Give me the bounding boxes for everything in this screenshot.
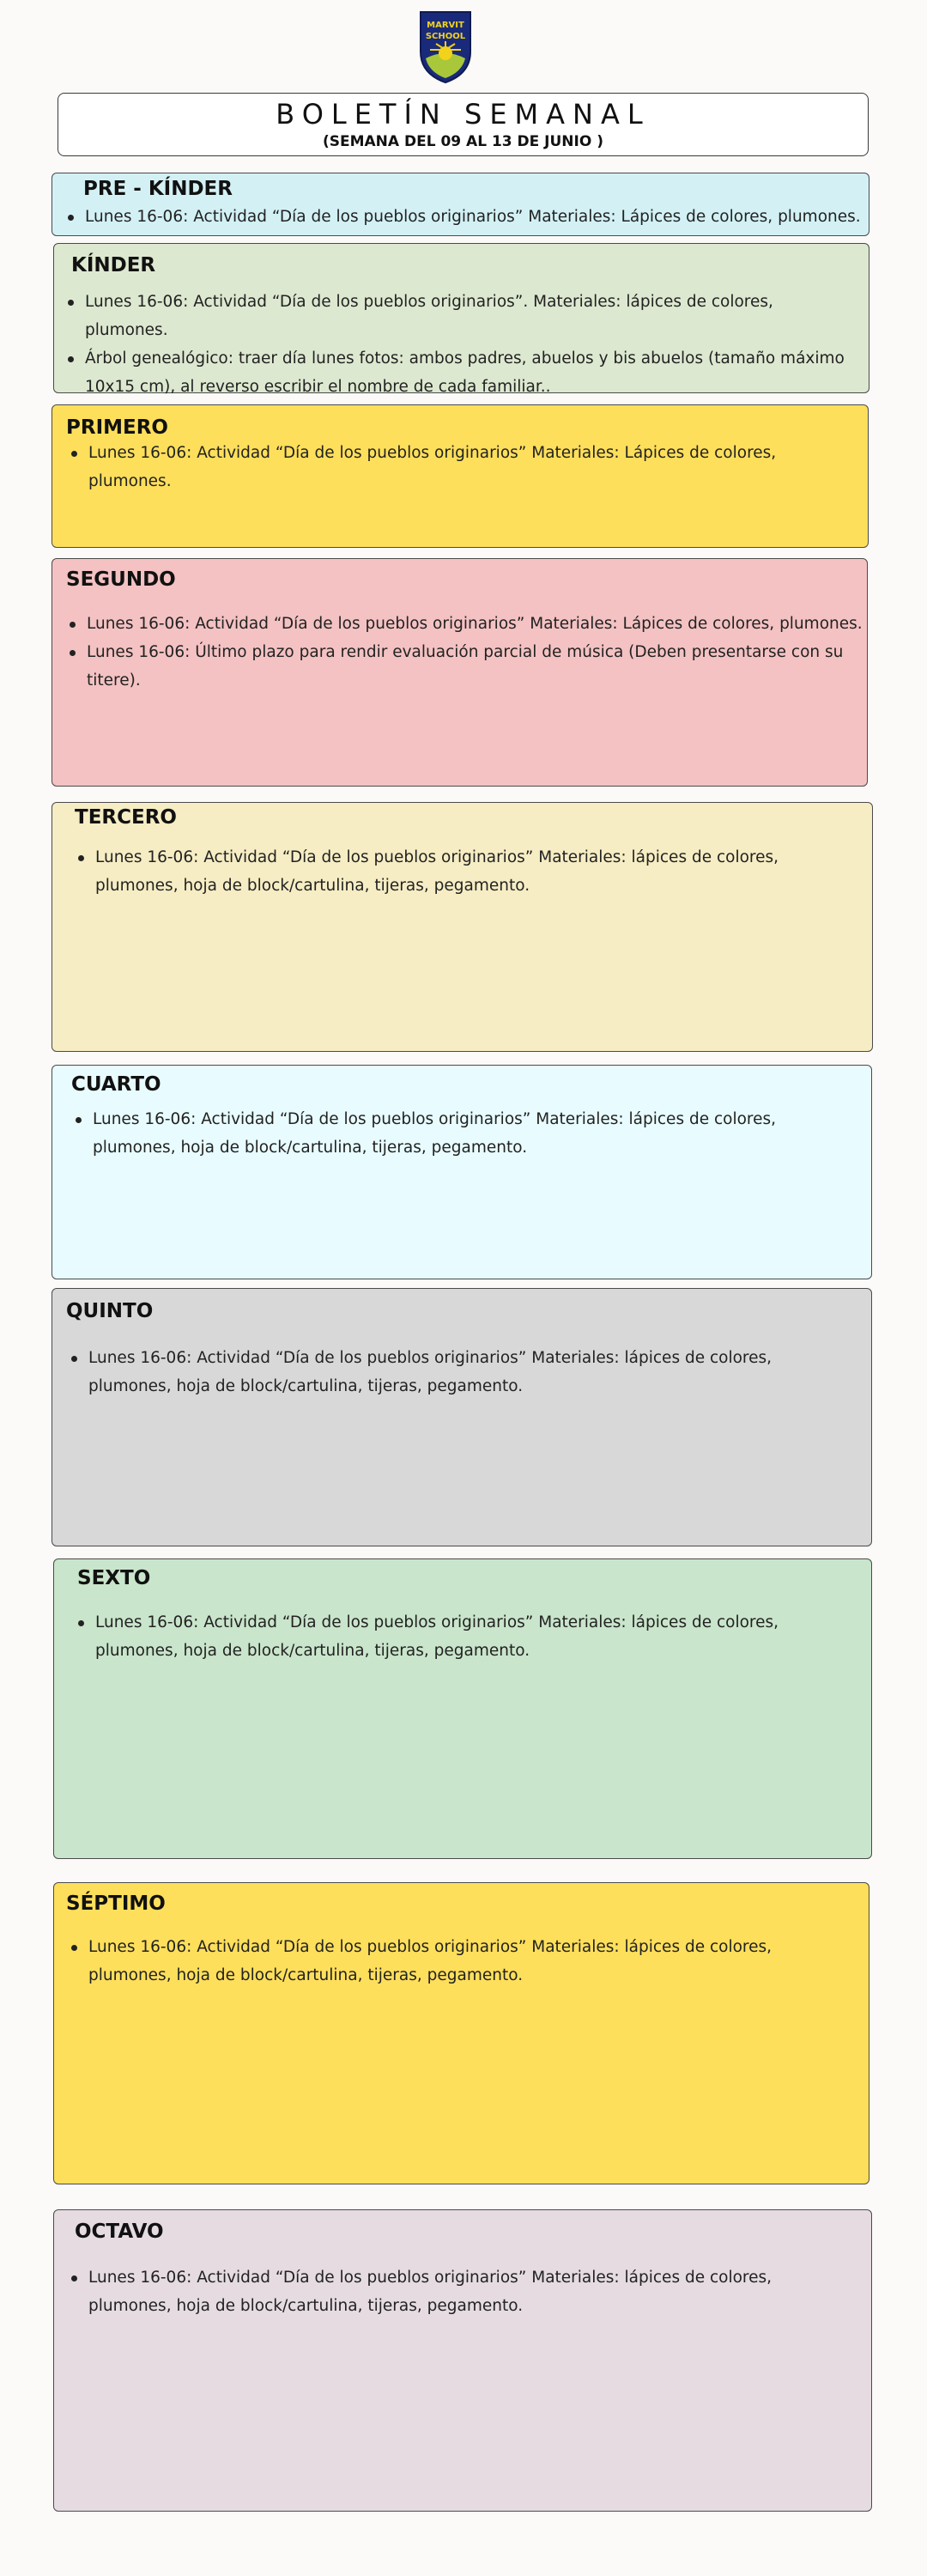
section-septimo <box>53 1882 869 2184</box>
section-sexto <box>53 1558 872 1859</box>
list-item: Lunes 16-06: Actividad “Día de los pueblos originarios” Materiales: Lápices de colores, plumones. <box>59 203 866 231</box>
section-title: PRE - KÍNDER <box>83 178 233 200</box>
section-list <box>63 439 861 495</box>
list-item: Lunes 16-06: Actividad “Día de los pueblos originarios” Materiales: lápices de colores, plumones, hoja de block/cartulina, tijeras, pegamento. <box>63 2263 852 2320</box>
section-title: CUARTO <box>71 1073 161 1096</box>
logo-text-line1: MARVIT <box>427 21 464 30</box>
section-title: KÍNDER <box>71 254 156 276</box>
section-title: TERCERO <box>75 806 177 829</box>
section-title: QUINTO <box>66 1300 154 1322</box>
section-list <box>70 843 859 900</box>
list-item: Árbol genealógico: traer día lunes fotos: ambos padres, abuelos y bis abuelos (tamaño máximo 10x15 cm), al reverso escribir el nombre de cada familiar.. <box>59 344 849 401</box>
section-list <box>63 1933 852 1990</box>
section-cuarto <box>52 1065 872 1279</box>
list-item: Lunes 16-06: Actividad “Día de los pueblos originarios” Materiales: Lápices de colores, plumones. <box>63 439 861 495</box>
school-crest-icon <box>419 10 472 84</box>
section-list <box>59 203 866 231</box>
section-list <box>61 610 868 695</box>
section-segundo <box>52 558 868 787</box>
section-title: SÉPTIMO <box>66 1893 166 1915</box>
list-item: Lunes 16-06: Actividad “Día de los pueblos originarios” Materiales: lápices de colores, plumones, hoja de block/cartulina, tijeras, pegamento. <box>70 843 859 900</box>
section-list <box>59 288 849 401</box>
section-octavo <box>53 2209 872 2512</box>
list-item: Lunes 16-06: Actividad “Día de los pueblos originarios” Materiales: lápices de colores, plumones, hoja de block/cartulina, tijeras, pegamento. <box>67 1105 857 1162</box>
bulletin-title: BOLETÍN SEMANAL <box>276 98 651 131</box>
list-item: Lunes 16-06: Actividad “Día de los pueblos originarios”. Materiales: lápices de colores, plumones. <box>59 288 849 344</box>
section-title: PRIMERO <box>66 416 168 439</box>
list-item: Lunes 16-06: Actividad “Día de los pueblos originarios” Materiales: lápices de colores, plumones, hoja de block/cartulina, tijeras, pegamento. <box>63 1933 852 1990</box>
list-item: Lunes 16-06: Actividad “Día de los pueblos originarios” Materiales: Lápices de colores, plumones. <box>61 610 868 638</box>
list-item: Lunes 16-06: Último plazo para rendir evaluación parcial de música (Deben presentarse con su titere). <box>61 638 868 695</box>
section-title: SEXTO <box>77 1567 151 1589</box>
section-list <box>67 1105 857 1162</box>
section-title: SEGUNDO <box>66 568 176 591</box>
section-list <box>70 1608 859 1665</box>
logo-text-line2: SCHOOL <box>425 32 466 41</box>
section-list <box>63 1344 852 1400</box>
section-title: OCTAVO <box>75 2221 164 2243</box>
bulletin-header <box>58 93 869 156</box>
list-item: Lunes 16-06: Actividad “Día de los pueblos originarios” Materiales: lápices de colores, plumones, hoja de block/cartulina, tijeras, pegamento. <box>70 1608 859 1665</box>
section-list <box>63 2263 852 2320</box>
list-item: Lunes 16-06: Actividad “Día de los pueblos originarios” Materiales: lápices de colores, plumones, hoja de block/cartulina, tijeras, pegamento. <box>63 1344 852 1400</box>
section-tercero <box>52 802 873 1052</box>
school-logo <box>419 10 472 84</box>
section-primero <box>52 404 869 548</box>
section-quinto <box>52 1288 872 1546</box>
section-pre-kinder <box>52 173 869 236</box>
bulletin-subtitle: (SEMANA DEL 09 AL 13 DE JUNIO ) <box>322 133 603 150</box>
section-kinder <box>53 243 869 396</box>
